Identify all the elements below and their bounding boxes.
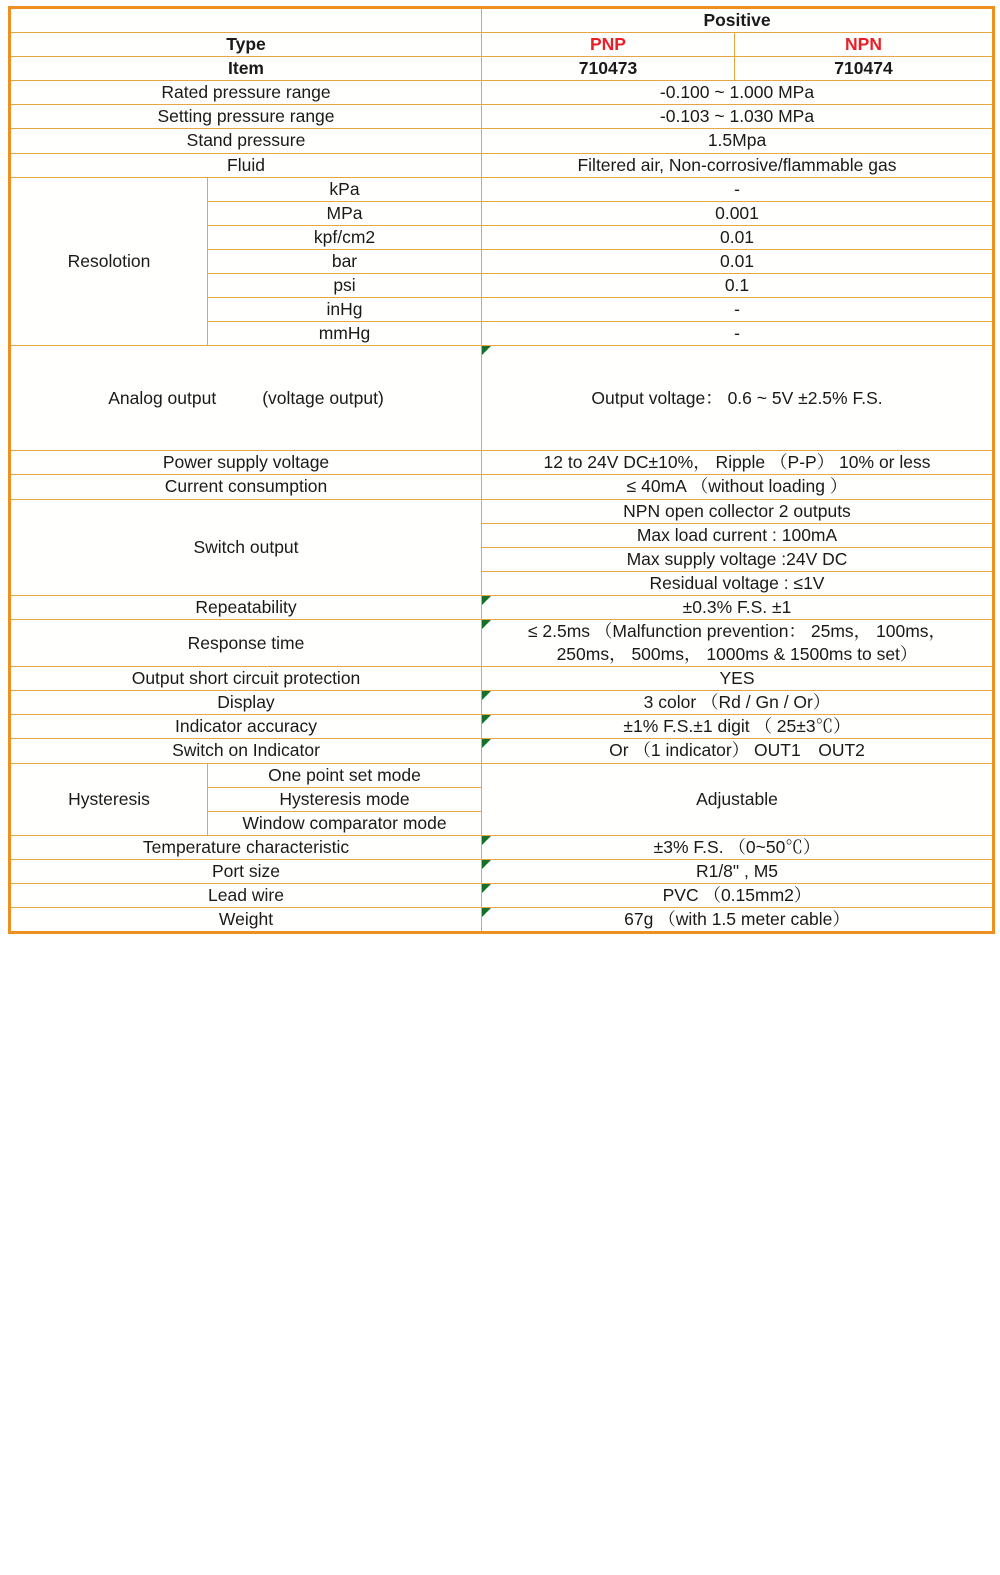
resolution-value: - xyxy=(482,322,994,346)
row-label: Fluid xyxy=(10,153,482,177)
indicator-accuracy-value: ±1% F.S.±1 digit （ 25±3℃） xyxy=(482,715,994,739)
resolution-unit: kpf/cm2 xyxy=(208,225,482,249)
response-time-line1: ≤ 2.5ms （Malfunction prevention： 25ms， 100ms， xyxy=(527,620,947,641)
hysteresis-mode: Window comparator mode xyxy=(208,811,482,835)
table-row-short-circuit-protection xyxy=(10,667,994,691)
table-row-analog-output xyxy=(10,346,994,451)
hysteresis-mode: Hysteresis mode xyxy=(208,787,482,811)
analog-output-value: Output voltage： 0.6 ~ 5V ±2.5% F.S. xyxy=(482,346,994,451)
weight-value: 67g （with 1.5 meter cable） xyxy=(482,908,994,933)
response-time-label: Response time xyxy=(10,619,482,666)
row-label: Stand pressure xyxy=(10,129,482,153)
table-row-temperature-characteristic xyxy=(10,835,994,859)
repeatability-value: ±0.3% F.S. ±1 xyxy=(482,595,994,619)
blank-corner-cell xyxy=(10,8,482,33)
row-value: -0.103 ~ 1.030 MPa xyxy=(482,105,994,129)
resolution-unit: bar xyxy=(208,249,482,273)
table-row-switch-on-indicator xyxy=(10,739,994,763)
switch-output-label: Switch output xyxy=(10,499,482,595)
row-value: 1.5Mpa xyxy=(482,129,994,153)
table-row-hysteresis-1 xyxy=(10,763,994,787)
power-supply-label: Power supply voltage xyxy=(10,451,482,475)
resolution-unit: psi xyxy=(208,274,482,298)
resolution-value: 0.01 xyxy=(482,249,994,273)
switch-output-value: NPN open collector 2 outputs xyxy=(482,499,994,523)
table-row-rated-pressure xyxy=(10,81,994,105)
switch-on-indicator-value: Or （1 indicator） OUT1 OUT2 xyxy=(482,739,994,763)
table-row-weight xyxy=(10,908,994,933)
temperature-value: ±3% F.S. （0~50℃） xyxy=(482,835,994,859)
table-row-fluid xyxy=(10,153,994,177)
resolution-label: Resolotion xyxy=(10,177,208,346)
switch-output-value: Residual voltage : ≤1V xyxy=(482,571,994,595)
resolution-unit: MPa xyxy=(208,201,482,225)
hysteresis-label: Hysteresis xyxy=(10,763,208,835)
repeatability-label: Repeatability xyxy=(10,595,482,619)
table-row-current-consumption xyxy=(10,475,994,499)
short-circuit-value: YES xyxy=(482,667,994,691)
short-circuit-label: Output short circuit protection xyxy=(10,667,482,691)
table-row-stand-pressure xyxy=(10,129,994,153)
polarity-header: Positive xyxy=(482,8,994,33)
type-label: Type xyxy=(10,33,482,57)
switch-on-indicator-label: Switch on Indicator xyxy=(10,739,482,763)
lead-wire-value: PVC （0.15mm2） xyxy=(482,884,994,908)
temperature-label: Temperature characteristic xyxy=(10,835,482,859)
response-time-value xyxy=(482,619,994,666)
switch-output-value: Max supply voltage :24V DC xyxy=(482,547,994,571)
current-consumption-label: Current consumption xyxy=(10,475,482,499)
table-row-setting-pressure xyxy=(10,105,994,129)
resolution-unit: mmHg xyxy=(208,322,482,346)
analog-output-label-main: Analog output xyxy=(108,387,217,408)
resolution-value: - xyxy=(482,177,994,201)
table-row-switch-output-1 xyxy=(10,499,994,523)
analog-output-label xyxy=(10,346,482,451)
table-row-repeatability xyxy=(10,595,994,619)
row-label: Setting pressure range xyxy=(10,105,482,129)
resolution-unit: kPa xyxy=(208,177,482,201)
port-size-value: R1/8" , M5 xyxy=(482,859,994,883)
resolution-value: - xyxy=(482,298,994,322)
table-row-display xyxy=(10,691,994,715)
type-pnp: PNP xyxy=(482,33,735,57)
item-number-npn: 710474 xyxy=(735,57,994,81)
switch-output-value: Max load current : 100mA xyxy=(482,523,994,547)
table-row-item xyxy=(10,57,994,81)
table-row-port-size xyxy=(10,859,994,883)
indicator-accuracy-label: Indicator accuracy xyxy=(10,715,482,739)
lead-wire-label: Lead wire xyxy=(10,884,482,908)
resolution-unit: inHg xyxy=(208,298,482,322)
table-row-polarity xyxy=(10,8,994,33)
table-row-lead-wire xyxy=(10,884,994,908)
resolution-value: 0.001 xyxy=(482,201,994,225)
display-value: 3 color （Rd / Gn / Or） xyxy=(482,691,994,715)
row-label: Rated pressure range xyxy=(10,81,482,105)
port-size-label: Port size xyxy=(10,859,482,883)
row-value: -0.100 ~ 1.000 MPa xyxy=(482,81,994,105)
item-number-pnp: 710473 xyxy=(482,57,735,81)
table-row-power-supply xyxy=(10,451,994,475)
current-consumption-value: ≤ 40mA （without loading ） xyxy=(482,475,994,499)
table-row-resolution-kpa xyxy=(10,177,994,201)
resolution-value: 0.1 xyxy=(482,274,994,298)
table-row-type xyxy=(10,33,994,57)
response-time-line2: 250ms， 500ms， 1000ms & 1500ms to set） xyxy=(556,644,918,665)
table-row-indicator-accuracy xyxy=(10,715,994,739)
power-supply-value: 12 to 24V DC±10%， Ripple （P-P） 10% or less xyxy=(482,451,994,475)
table-row-response-time xyxy=(10,619,994,666)
display-label: Display xyxy=(10,691,482,715)
hysteresis-value: Adjustable xyxy=(482,763,994,835)
analog-output-label-sub: (voltage output) xyxy=(262,387,384,408)
item-label: Item xyxy=(10,57,482,81)
hysteresis-mode: One point set mode xyxy=(208,763,482,787)
weight-label: Weight xyxy=(10,908,482,933)
row-value: Filtered air, Non-corrosive/flammable gas xyxy=(482,153,994,177)
type-npn: NPN xyxy=(735,33,994,57)
specification-table xyxy=(8,6,995,934)
resolution-value: 0.01 xyxy=(482,225,994,249)
